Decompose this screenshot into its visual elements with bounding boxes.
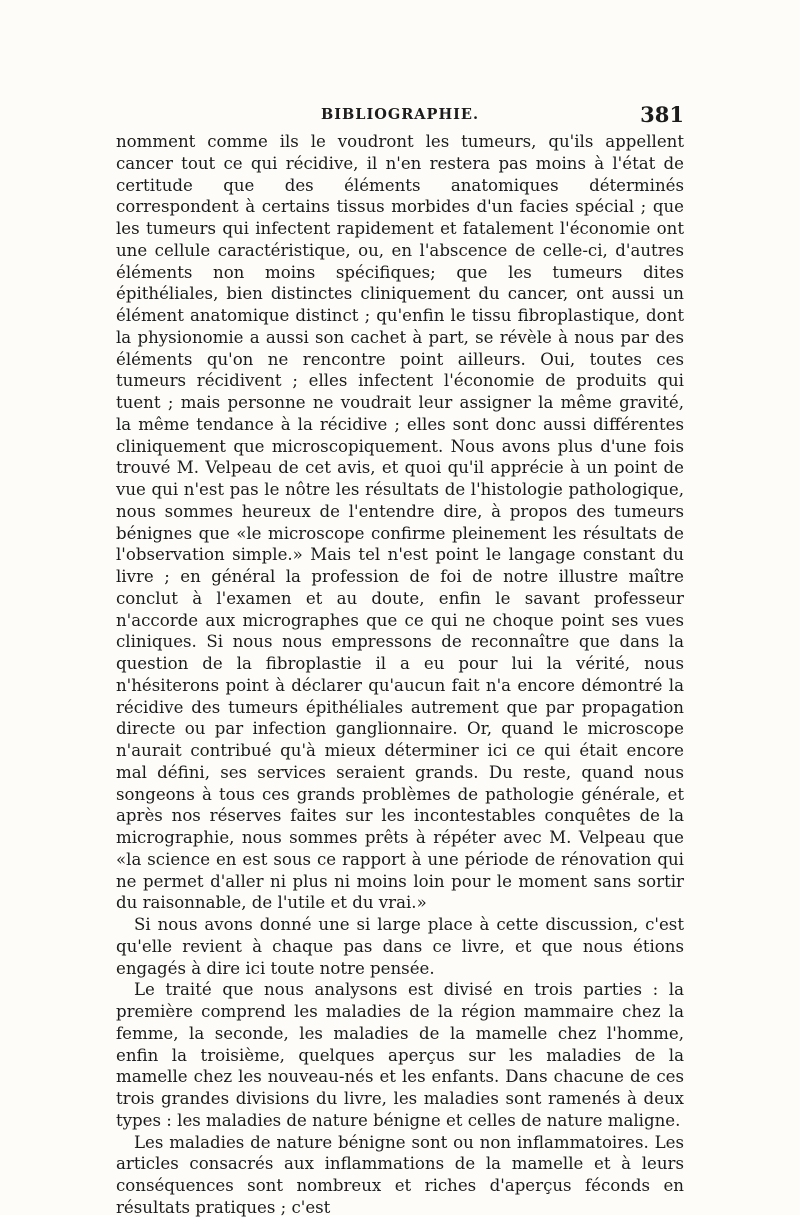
body-text [116, 131, 684, 1219]
paragraph: Le traité que nous analysons est divisé en trois parties : la première comprend les maladies de la région mammaire chez la femme, la seconde, les maladies de la mamelle chez l'homme, enfin la troisième, quelques aperçus sur les maladies de la mamelle chez les nouveau-nés et les enfants. Dans chacune de ces trois grandes divisions du livre, les maladies sont ramenés à deux types : les maladies de nature bénigne et celles de nature maligne. [116, 980, 684, 1130]
paragraph: nomment comme ils le voudront les tumeurs, qu'ils appellent cancer tout ce qui récidive, il n'en restera pas moins à l'état de certitude que des éléments anatomiques déterminés correspondent à certains tissus morbides d'un facies spécial ; que les tumeurs qui infectent rapidement et fatalement l'économie ont une cellule caractéristique, ou, en l'abscence de celle-ci, d'autres éléments non moins spécifiques; que les tumeurs dites épithéliales, bien distinctes cliniquement du cancer, ont aussi un élément anatomique distinct ; qu'enfin le tissu fibroplastique, dont la physionomie a aussi son cachet à part, se révèle à nous par des éléments qu'on ne rencontre point ailleurs. Oui, toutes ces tumeurs récidivent ; elles infectent l'économie de produits qui tuent ; mais personne ne voudrait leur assigner la même gravité, la même tendance à la récidive ; elles sont donc aussi différentes cliniquement que microscopiquement. Nous avons plus d'une fois trouvé M. Velpeau de cet avis, et quoi qu'il apprécie à un point de vue qui n'est pas le nôtre les résultats de l'histologie pathologique, nous sommes heureux de l'entendre dire, à propos des tumeurs bénignes que «le microscope confirme pleinement les résultats de l'observation simple.» Mais tel n'est point le langage constant du livre ; en général la profession de foi de notre illustre maître conclut à l'examen et au doute, enfin le savant professeur n'accorde aux micrographes que ce qui ne choque point ses vues cliniques. Si nous nous empressons de reconnaître que dans la question de la fibroplastie il a eu pour lui la vérité, nous n'hésiterons point à déclarer qu'aucun fait n'a encore démontré la récidive des tumeurs épithéliales autrement que par propagation directe ou par infection ganglionnaire. Or, quand le microscope n'aurait contribué qu'à mieux déterminer ici ce qui était encore mal défini, ses services seraient grands. Du reste, quand nous songeons à tous ces grands problèmes de pathologie générale, et après nos réserves faites sur les incontestables conquêtes de la micrographie, nous sommes prêts à répéter avec M. Velpeau que «la science en est sous ce rapport à une période de rénovation qui ne permet d'aller ni plus ni moins loin pour le moment sans sortir du raisonnable, de l'utile et du vrai.» [116, 132, 684, 913]
paragraph: Les maladies de nature bénigne sont ou non inflammatoires. Les articles consacrés aux inflammations de la mamelle et à leurs conséquences sont nombreux et riches d'aperçus féconds en résultats pratiques ; c'est [116, 1132, 684, 1217]
page-number: 381 [640, 102, 684, 127]
running-head [116, 102, 684, 128]
running-title: BIBLIOGRAPHIE. [320, 106, 480, 123]
paragraph: Si nous avons donné une si large place à cette discussion, c'est qu'elle revient à chaque pas dans ce livre, et que nous étions engagés à dire ici toute notre pensée. [116, 915, 684, 978]
